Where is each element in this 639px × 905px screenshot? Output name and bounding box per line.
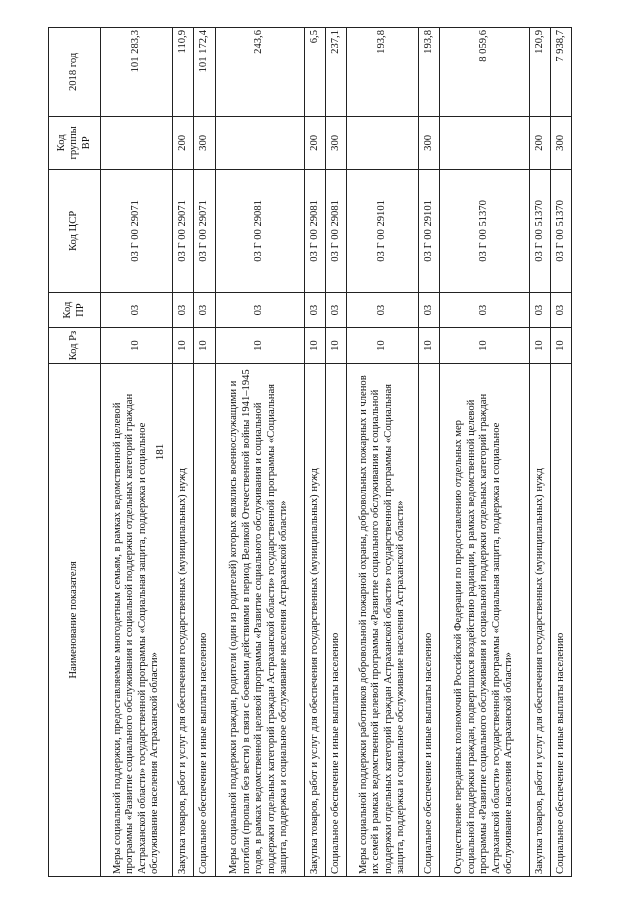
cell-vr: 300 — [325, 116, 346, 169]
cell-year: 193,8 — [419, 28, 440, 117]
cell-year: 193,8 — [347, 28, 419, 117]
cell-csr: 03 Г 00 29071 — [173, 169, 194, 292]
cell-csr: 03 Г 00 29081 — [325, 169, 346, 292]
rotated-table-container — [48, 27, 572, 877]
cell-pr: 03 — [529, 292, 550, 327]
cell-name: Закупка товаров, работ и услуг для обеспечения государственных (муниципальных) нужд — [173, 363, 194, 876]
cell-pr: 03 — [194, 292, 215, 327]
cell-rz: 10 — [529, 328, 550, 363]
cell-year: 110,9 — [173, 28, 194, 117]
table-row — [325, 28, 346, 877]
cell-rz: 10 — [325, 328, 346, 363]
table-row — [101, 28, 173, 877]
cell-pr: 03 — [419, 292, 440, 327]
cell-vr: 200 — [529, 116, 550, 169]
cell-vr — [440, 116, 529, 169]
cell-vr — [215, 116, 304, 169]
cell-name: Меры социальной поддержки работников добровольной пожарной охраны, добровольных пожарных и членов их семей в рамках ведомственной целевой программы «Развитие социального обслуживания и социальной поддержки отдельных категорий граждан Астраханской области» государственной программы «Социальная защита, поддержка и социальное обслуживание населения Астраханской области» — [347, 363, 419, 876]
cell-pr: 03 — [347, 292, 419, 327]
cell-pr: 03 — [101, 292, 173, 327]
header-rz: Код Рз — [49, 328, 101, 363]
cell-year: 243,6 — [215, 28, 304, 117]
cell-name: Социальное обеспечение и иные выплаты населению — [194, 363, 215, 876]
cell-name: Осуществление переданных полномочий Российской Федерации по предоставлению отдельных мер социальной поддержки граждан, подвергшихся воздействию радиации, в рамках ведомственной целевой программы «Развитие социального обслуживания и социальной поддержки отдельных категорий граждан Астраханской области» государственной программы «Социальная защита, поддержка и социальное обслуживание населения Астраханской области» — [440, 363, 529, 876]
cell-year: 101 283,3 — [101, 28, 173, 117]
table-row — [550, 28, 571, 877]
cell-pr: 03 — [440, 292, 529, 327]
cell-year: 120,9 — [529, 28, 550, 117]
header-pr: Код ПР — [49, 292, 101, 327]
cell-pr: 03 — [173, 292, 194, 327]
cell-vr: 300 — [419, 116, 440, 169]
cell-name: Меры социальной поддержки, предоставляемые многодетным семьям, в рамках ведомственной целевой программы «Развитие социального обслуживания и социальной поддержки отдельных категорий граждан Астраханской области» государственной программы «Социальная защита, поддержка и социальное обслуживание населения Астраханской области» — [101, 363, 173, 876]
cell-csr: 03 Г 00 51370 — [550, 169, 571, 292]
cell-year: 6,5 — [304, 28, 325, 117]
cell-name: Закупка товаров, работ и услуг для обеспечения государственных (муниципальных) нужд — [529, 363, 550, 876]
header-vr: Код группы ВР — [49, 116, 101, 169]
cell-vr — [347, 116, 419, 169]
table-header — [49, 28, 101, 877]
cell-pr: 03 — [325, 292, 346, 327]
cell-rz: 10 — [419, 328, 440, 363]
cell-vr: 200 — [304, 116, 325, 169]
cell-csr: 03 Г 00 51370 — [529, 169, 550, 292]
cell-vr: 200 — [173, 116, 194, 169]
cell-year: 8 059,6 — [440, 28, 529, 117]
cell-year: 237,1 — [325, 28, 346, 117]
header-csr: Код ЦСР — [49, 169, 101, 292]
cell-rz: 10 — [173, 328, 194, 363]
cell-pr: 03 — [215, 292, 304, 327]
table-row — [347, 28, 419, 877]
cell-vr — [101, 116, 173, 169]
cell-rz: 10 — [347, 328, 419, 363]
page-number: 181 — [154, 443, 166, 461]
cell-vr: 300 — [194, 116, 215, 169]
header-name: Наименование показателя — [49, 363, 101, 876]
table-row — [215, 28, 304, 877]
cell-csr: 03 Г 00 29101 — [419, 169, 440, 292]
cell-rz: 10 — [550, 328, 571, 363]
header-year: 2018 год — [49, 28, 101, 117]
cell-rz: 10 — [101, 328, 173, 363]
cell-rz: 10 — [440, 328, 529, 363]
table-body — [101, 28, 572, 877]
table-row — [440, 28, 529, 877]
cell-name: Социальное обеспечение и иные выплаты населению — [325, 363, 346, 876]
cell-pr: 03 — [550, 292, 571, 327]
table-row — [173, 28, 194, 877]
table-row — [194, 28, 215, 877]
cell-csr: 03 Г 00 29081 — [304, 169, 325, 292]
cell-name: Закупка товаров, работ и услуг для обеспечения государственных (муниципальных) нужд — [304, 363, 325, 876]
cell-rz: 10 — [194, 328, 215, 363]
cell-csr: 03 Г 00 29081 — [215, 169, 304, 292]
cell-pr: 03 — [304, 292, 325, 327]
budget-table — [48, 27, 572, 877]
cell-name: Социальное обеспечение и иные выплаты населению — [419, 363, 440, 876]
cell-name: Меры социальной поддержки граждан, родители (один из родителей) которых являлись военнослужащими и погибли (пропали без вести) в связи с боевыми действиями в период Великой Отечественной войны 1941–1945 годов, в рамках ведомственной целевой программы «Развитие социального обслуживания и социальной поддержки отдельных категорий граждан Астраханской области» государственной программы «Социальная защита, поддержка и социальное обслуживание населения Астраханской области» — [215, 363, 304, 876]
cell-name: Социальное обеспечение и иные выплаты населению — [550, 363, 571, 876]
cell-year: 101 172,4 — [194, 28, 215, 117]
table-row — [304, 28, 325, 877]
cell-year: 7 938,7 — [550, 28, 571, 117]
cell-csr: 03 Г 00 51370 — [440, 169, 529, 292]
cell-vr: 300 — [550, 116, 571, 169]
cell-csr: 03 Г 00 29101 — [347, 169, 419, 292]
cell-csr: 03 Г 00 29071 — [194, 169, 215, 292]
cell-rz: 10 — [215, 328, 304, 363]
cell-csr: 03 Г 00 29071 — [101, 169, 173, 292]
table-row — [419, 28, 440, 877]
table-row — [529, 28, 550, 877]
cell-rz: 10 — [304, 328, 325, 363]
